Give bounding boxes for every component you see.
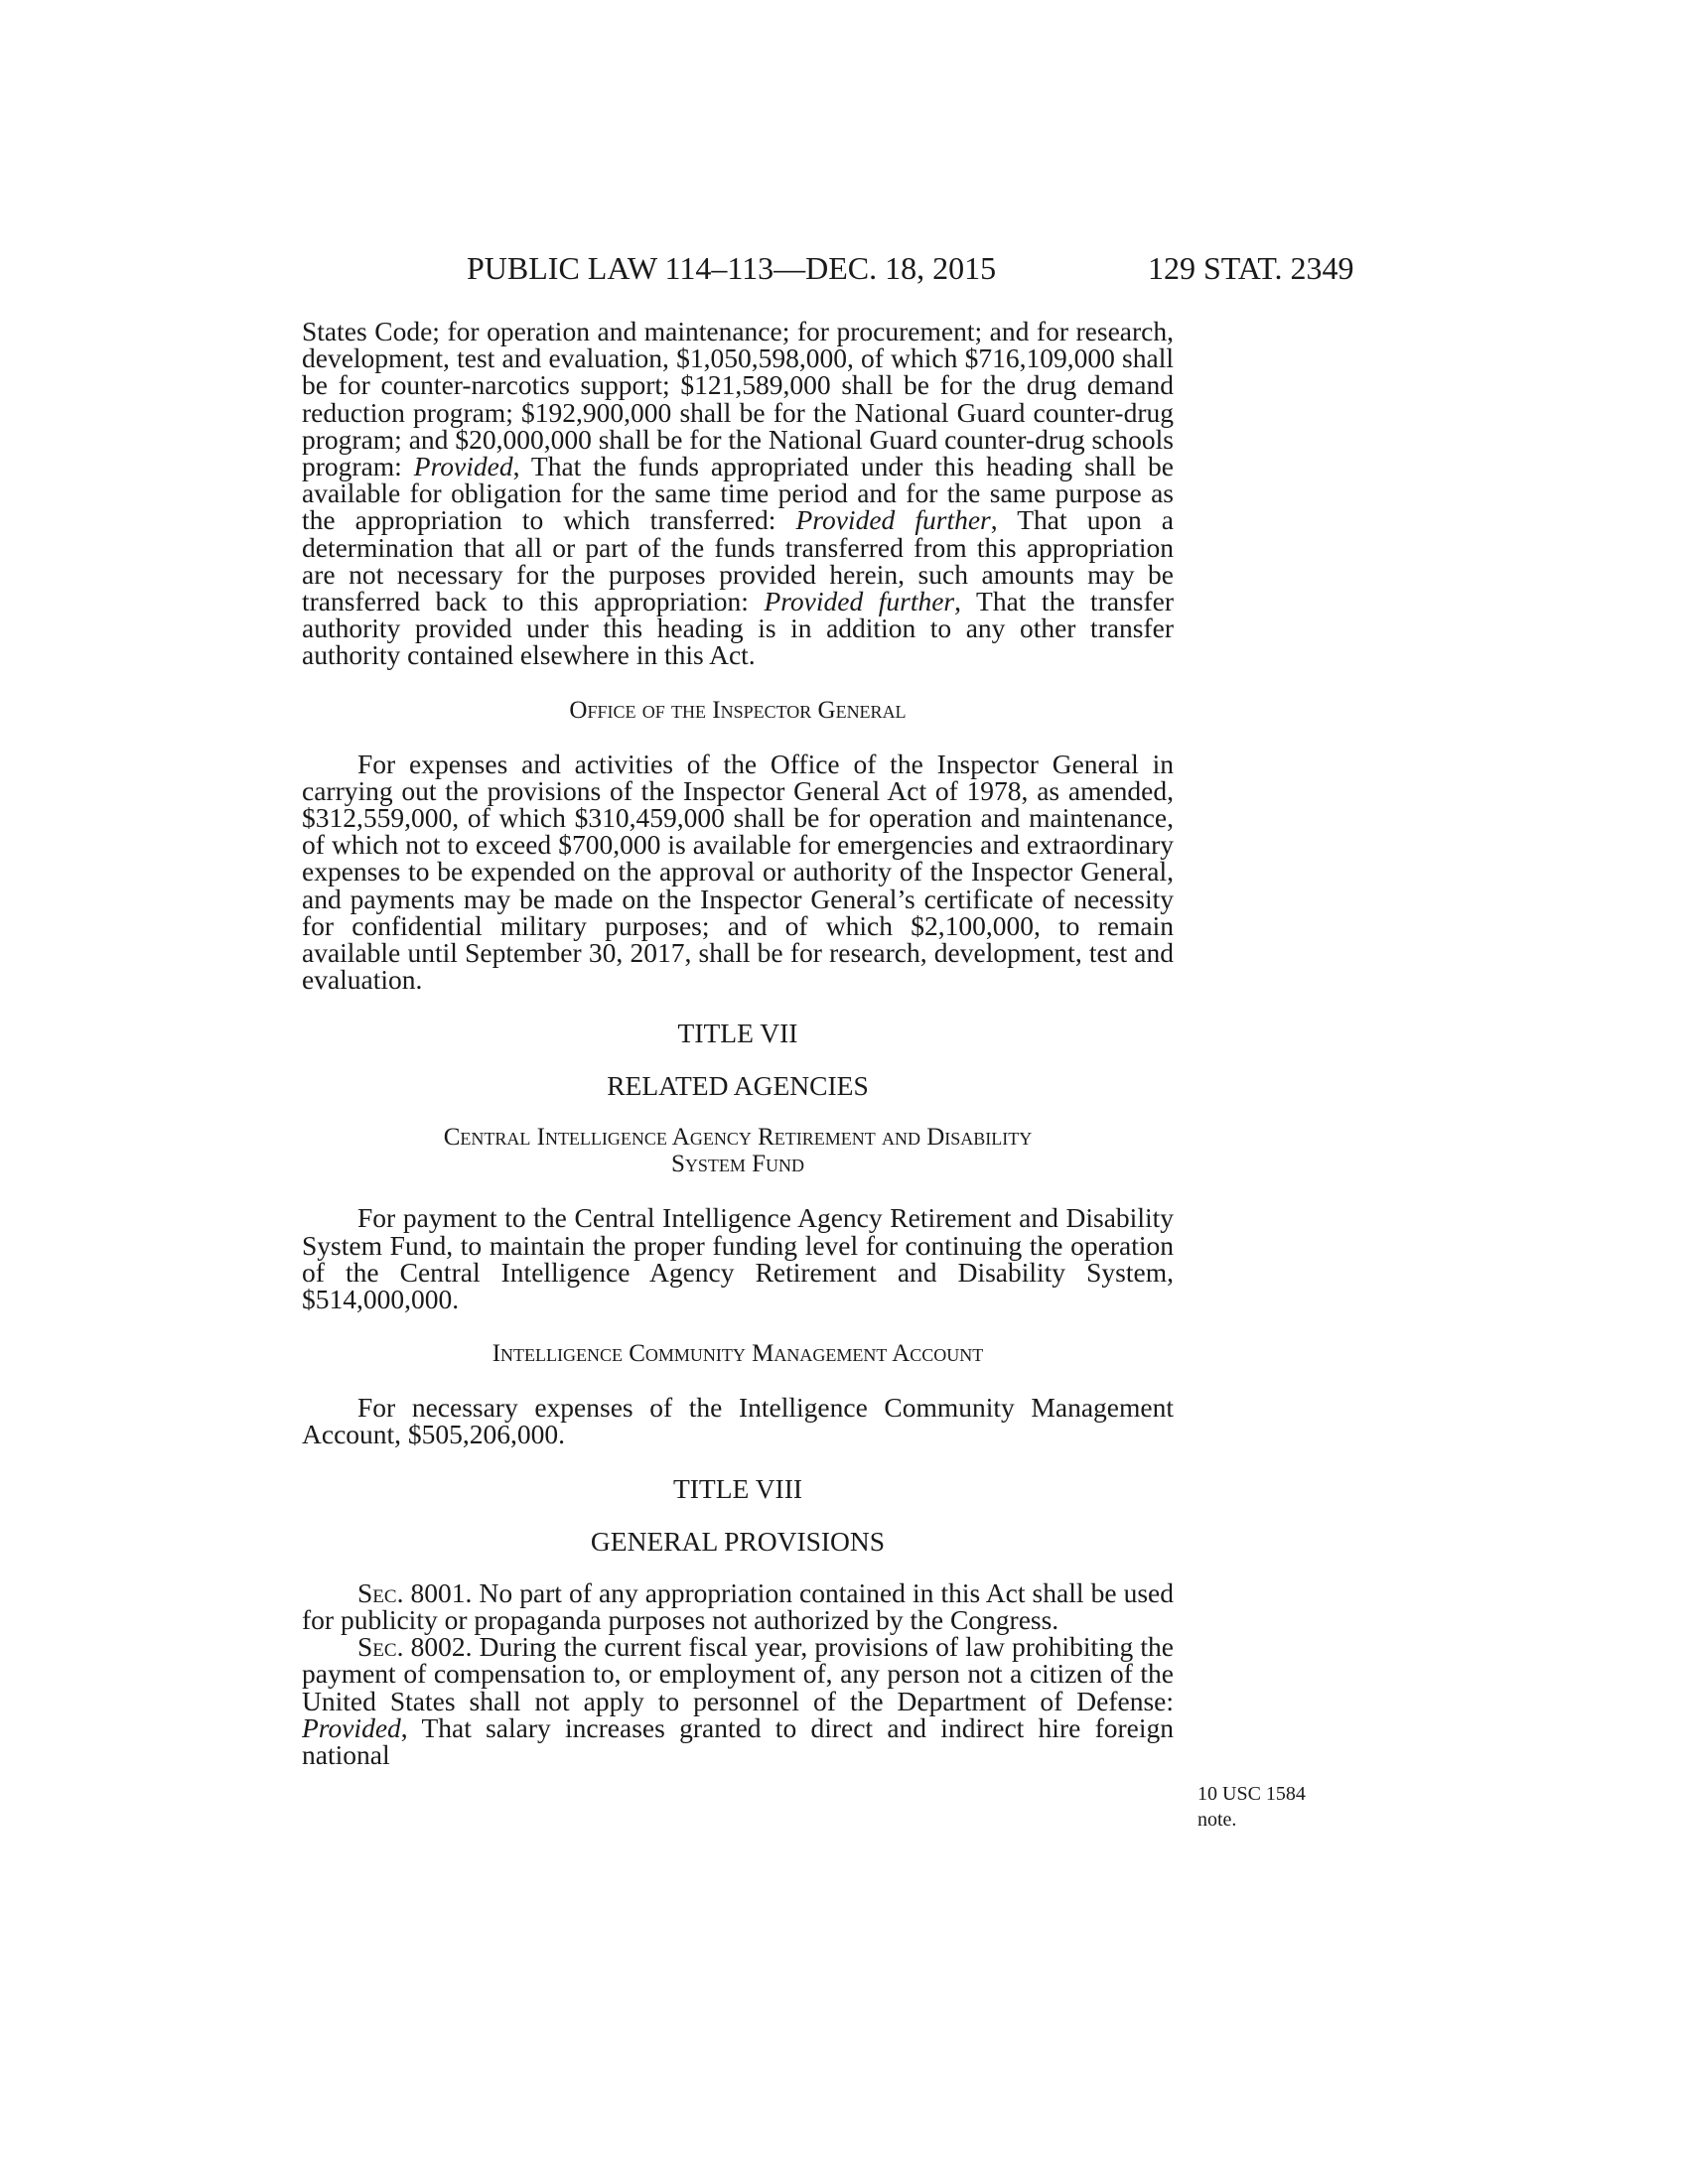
paragraph-cia-retirement: For payment to the Central Intelligence Agency Retirement and Disability System Fund, to maintain the proper funding level for continuing the operation of the Central Intelligence Agency Retirement and Disability System, $514,000,000.	[302, 1202, 1174, 1315]
running-head: PUBLIC LAW 114–113—DEC. 18, 2015	[467, 250, 997, 286]
title-viii-heading: TITLE VIII	[672, 1472, 803, 1504]
paragraph-drug-interdiction: States Code; for operation and maintenance; for procurement; and for research, development, test and evaluation, $1,050,598,000, of which $716,109,000 shall be for counter-narcotics support; $121,589,000 shall be for the drug demand reduction program; $192,900,000 shall be for the National Guard counter-drug program; and $20,000,000 shall be for the National Guard counter-drug schools program: Provided, That the funds appropriated under this heading shall be available for obligation for the same time period and for the same purpose as the appropriation to which transferred: Provided further, That upon a determination that all or part of the funds transferred from this appropriation are not necessary for the purposes provided herein, such amounts may be transferred back to this appropriation: Provided further, That the transfer authority provided under this heading is in addition to any other transfer authority contained elsewhere in this Act.	[302, 316, 1175, 671]
section-8001: Sec. 8001. No part of any appropriation contained in this Act shall be used for publicity or propaganda purposes not authorized by the Congress.	[302, 1576, 1175, 1635]
page-header	[0, 250, 1688, 290]
heading-inspector-general: Office of the Inspector General	[569, 696, 907, 724]
margin-note-usc: 10 USC 1584 note.	[1197, 1783, 1306, 1831]
related-agencies-heading: RELATED AGENCIES	[607, 1070, 869, 1102]
statute-citation: 129 STAT. 2349	[1148, 250, 1354, 286]
heading-cia-retirement: Central Intelligence Agency Retirement and Disability System Fund	[443, 1124, 1033, 1178]
general-provisions-heading: GENERAL PROVISIONS	[590, 1525, 886, 1557]
paragraph-icma: For necessary expenses of the Intelligence Community Management Account, $505,206,000.	[302, 1392, 1174, 1450]
heading-icma: Intelligence Community Management Account	[492, 1340, 984, 1368]
paragraph-inspector-general: For expenses and activities of the Office of the Inspector General in carrying out the provisions of the Inspector General Act of 1978, as amended, $312,559,000, of which $310,459,000 shall be for operation and maintenance, of which not to exceed $700,000 is available for emergencies and extraordinary expenses to be expended on the approval or authority of the Inspector General, and payments may be made on the Inspector General’s certificate of necessity for confidential military purposes; and of which $2,100,000, to remain available until September 30, 2017, shall be for research, development, test and evaluation.	[302, 748, 1174, 996]
title-vii-heading: TITLE VII	[677, 1018, 798, 1049]
document-body	[302, 318, 1174, 1768]
section-8002: Sec. 8002. During the current fiscal year, provisions of law prohibiting the payment of compensation to, or employment of, any person not a citizen of the United States shall not apply to personnel of the Department of Defense: Provided, That salary increases granted to direct and indirect hire foreign national	[302, 1631, 1174, 1770]
